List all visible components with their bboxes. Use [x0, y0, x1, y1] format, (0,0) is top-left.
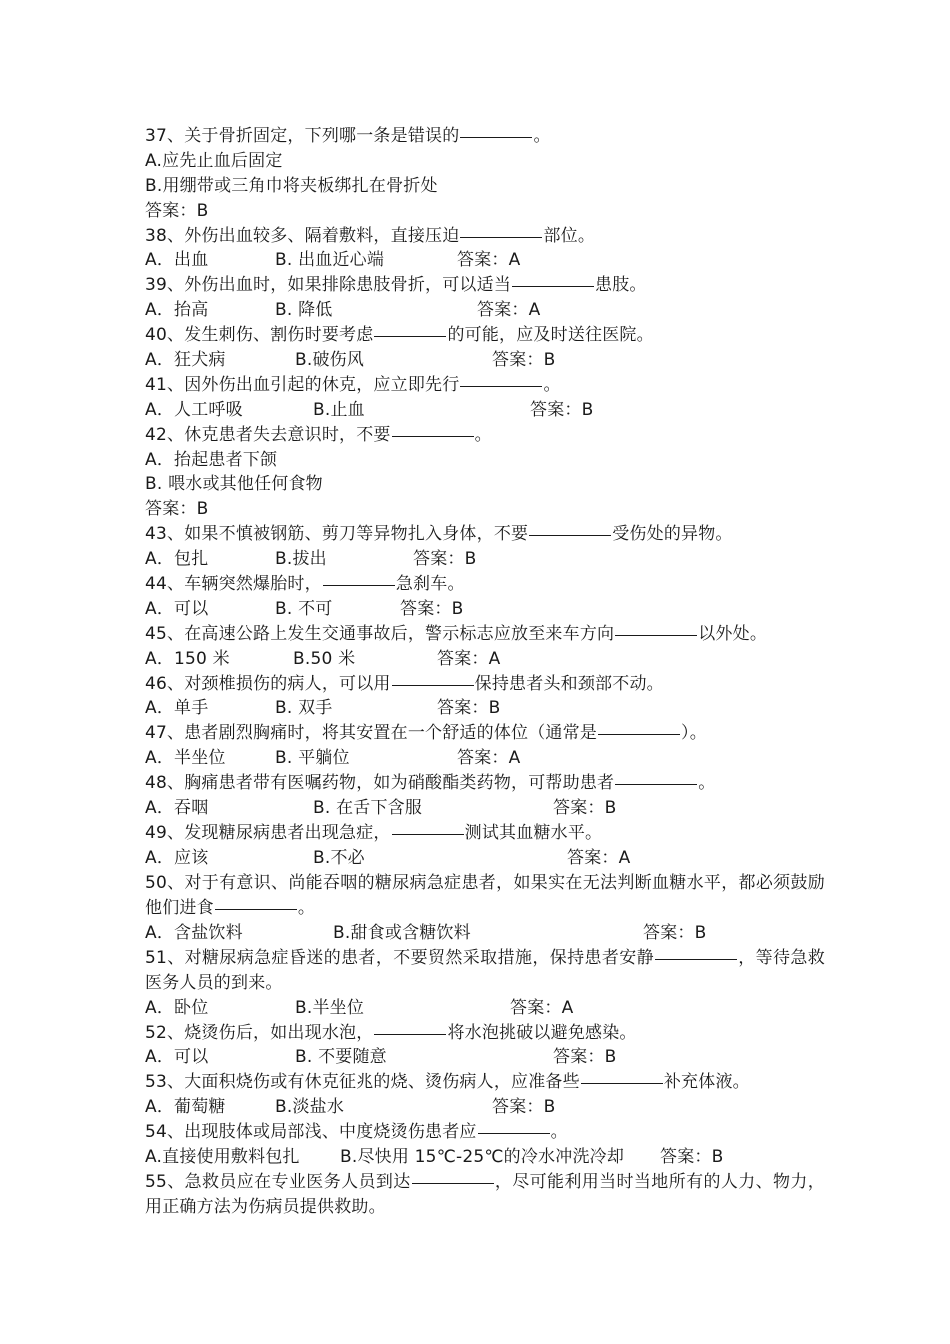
answer-label: 答案：A	[457, 250, 521, 271]
question-line	[145, 224, 825, 249]
question-line	[145, 721, 825, 746]
option-a: A．出血	[145, 250, 209, 271]
text-line: 答案：B	[145, 200, 209, 221]
option-a: A．人工呼吸	[145, 399, 243, 420]
option-b: B.尽快用 15℃-25℃的冷水冲洗冷却	[340, 1146, 625, 1167]
option-a: A．吞咽	[145, 798, 209, 819]
option-a: A．单手	[145, 698, 209, 719]
question-suffix: 的可能，应及时送往医院。	[447, 325, 654, 346]
option-a: A.直接使用敷料包扎	[145, 1146, 300, 1167]
answer-label: 答案：A	[477, 300, 541, 321]
option-a: A．应该	[145, 847, 209, 868]
answer-label: 答案：B	[660, 1146, 724, 1167]
answer-blank	[374, 335, 446, 337]
question-line	[145, 423, 825, 448]
answer-label: 答案：B	[413, 549, 477, 570]
question-line	[145, 1021, 825, 1046]
question-text: 50、对于有意识、尚能吞咽的糖尿病急症患者，如果实在无法判断血糖水平，都必须鼓励他们进食	[145, 872, 825, 918]
question-suffix: 。	[543, 374, 561, 395]
option-a: A．可以	[145, 1047, 209, 1068]
option-b: B. 不要随意	[295, 1047, 387, 1068]
answer-blank	[460, 136, 532, 138]
answer-blank	[323, 584, 395, 586]
answer-label: 答案：B	[492, 350, 556, 371]
options-line	[145, 846, 825, 871]
question-text: 52、烧烫伤后，如出现水泡，	[145, 1022, 374, 1043]
question-suffix: 。	[297, 897, 316, 918]
answer-blank	[615, 634, 697, 636]
answer-blank	[529, 534, 611, 536]
answer-label: 答案：A	[437, 648, 501, 669]
question-suffix: 。	[550, 1122, 568, 1143]
question-text: 49、发现糖尿病患者出现急症，	[145, 822, 391, 843]
answer-label: 答案：B	[643, 922, 707, 943]
question-suffix: ，尽可能利用当时当地所有的人力、物力，用正确方法为伤病员提供救助。	[145, 1171, 825, 1217]
question-suffix: 。	[533, 126, 551, 146]
question-line	[145, 1070, 825, 1095]
answer-label: 答案：A	[510, 997, 574, 1018]
question-text: 45、在高速公路上发生交通事故后，警示标志应放至来车方向	[145, 623, 615, 644]
option-a: A．葡萄糖	[145, 1097, 226, 1118]
answer-label: 答案：B	[400, 598, 464, 619]
question-text: 39、外伤出血时，如果排除患肢骨折，可以适当	[145, 275, 512, 296]
text-line: B. 喂水或其他任何食物	[145, 474, 323, 495]
answer-blank	[215, 908, 297, 910]
question-line	[145, 124, 825, 149]
question-list	[145, 124, 825, 1220]
text-line: A．抬起患者下颌	[145, 449, 278, 470]
options-line	[145, 647, 825, 672]
option-a: A．含盐饮料	[145, 922, 243, 943]
answer-blank	[655, 958, 737, 960]
option-a: A．150 米	[145, 648, 230, 669]
question-line	[145, 373, 825, 398]
options-line	[145, 746, 825, 771]
option-b: B.拔出	[275, 549, 327, 570]
answer-blank	[512, 285, 594, 287]
question-text: 40、发生刺伤、割伤时要考虑	[145, 325, 374, 346]
answer-blank	[392, 833, 464, 835]
option-b: B.不必	[313, 847, 365, 868]
question-suffix: 急刹车。	[395, 574, 465, 595]
option-b: B.甜食或含糖饮料	[333, 922, 471, 943]
question-line	[145, 771, 825, 796]
question-text: 37、关于骨折固定，下列哪一条是错误的	[145, 126, 460, 146]
question-suffix: 。	[474, 424, 492, 445]
options-line	[145, 1045, 825, 1070]
answer-blank	[412, 1182, 494, 1184]
answer-label: 答案：A	[567, 847, 631, 868]
question-suffix: 将水泡挑破以避免感染。	[447, 1022, 637, 1043]
answer-label: 答案：A	[457, 748, 521, 769]
option-b: B. 在舌下含服	[313, 798, 423, 819]
question-line	[145, 672, 825, 697]
text-line: 答案：B	[145, 499, 209, 520]
option-b: B.止血	[313, 399, 365, 420]
question-line	[145, 946, 825, 996]
question-suffix: 测试其血糖水平。	[464, 822, 603, 843]
option-a: A．包扎	[145, 549, 209, 570]
option-b: B. 降低	[275, 300, 333, 321]
answer-label: 答案：B	[437, 698, 501, 719]
question-text: 54、出现肢体或局部浅、中度烧烫伤患者应	[145, 1122, 477, 1143]
question-text: 38、外伤出血较多、隔着敷料，直接压迫	[145, 225, 460, 246]
option-b: B.50 米	[293, 648, 356, 669]
option-a: A．半坐位	[145, 748, 226, 769]
question-suffix: 保持患者头和颈部不动。	[474, 673, 664, 694]
question-suffix: 患肢。	[595, 275, 647, 296]
answer-label: 答案：B	[492, 1097, 556, 1118]
question-text: 53、大面积烧伤或有休克征兆的烧、烫伤病人，应准备些	[145, 1072, 580, 1093]
question-suffix: ，等待急救医务人员的到来。	[145, 947, 825, 993]
answer-blank	[615, 783, 697, 785]
answer-label: 答案：B	[553, 1047, 617, 1068]
options-line	[145, 921, 825, 946]
options-line	[145, 996, 825, 1021]
option-a: A．抬高	[145, 300, 209, 321]
option-a: A．可以	[145, 598, 209, 619]
option-a: A．卧位	[145, 997, 209, 1018]
answer-blank	[392, 684, 474, 686]
options-line	[145, 298, 825, 323]
answer-blank	[581, 1082, 663, 1084]
text-line: B.用绷带或三角巾将夹板绑扎在骨折处	[145, 175, 438, 196]
answer-blank	[392, 435, 474, 437]
option-b: B.半坐位	[295, 997, 365, 1018]
options-line	[145, 1095, 825, 1120]
question-suffix: 部位。	[543, 225, 596, 246]
question-text: 51、对糖尿病急症昏迷的患者，不要贸然采取措施，保持患者安静	[145, 947, 655, 968]
question-line	[145, 1120, 825, 1145]
question-text: 41、因外伤出血引起的休克，应立即先行	[145, 374, 460, 395]
question-line	[145, 821, 825, 846]
options-line	[145, 547, 825, 572]
answer-label: 答案：B	[530, 399, 594, 420]
answer-blank	[460, 385, 542, 387]
question-text: 43、如果不慎被钢筋、剪刀等异物扎入身体，不要	[145, 524, 529, 545]
question-text: 47、患者剧烈胸痛时，将其安置在一个舒适的体位（通常是	[145, 723, 598, 744]
question-line	[145, 871, 825, 921]
option-b: B.破伤风	[295, 350, 365, 371]
answer-label: 答案：B	[553, 798, 617, 819]
options-line	[145, 796, 825, 821]
question-line	[145, 1170, 825, 1220]
options-line	[145, 1145, 825, 1170]
option-b: B. 双手	[275, 698, 333, 719]
question-text: 42、休克患者失去意识时，不要	[145, 424, 391, 445]
options-line	[145, 348, 825, 373]
question-text: 44、车辆突然爆胎时，	[145, 574, 322, 595]
options-line	[145, 597, 825, 622]
question-line	[145, 572, 825, 597]
answer-blank	[598, 733, 680, 735]
option-b: B. 不可	[275, 598, 333, 619]
answer-blank	[374, 1033, 446, 1035]
question-suffix: ）。	[681, 723, 707, 744]
question-suffix: 受伤处的异物。	[612, 524, 733, 545]
question-line	[145, 273, 825, 298]
question-suffix: 以外处。	[698, 623, 768, 644]
question-suffix: 补充体液。	[663, 1072, 750, 1093]
option-a: A．狂犬病	[145, 350, 226, 371]
answer-blank	[460, 236, 542, 238]
option-b: B. 出血近心端	[275, 250, 385, 271]
question-text: 48、胸痛患者带有医嘱药物，如为硝酸酯类药物，可帮助患者	[145, 773, 615, 794]
option-b: B. 平躺位	[275, 748, 350, 769]
question-text: 55、急救员应在专业医务人员到达	[145, 1171, 411, 1192]
options-line	[145, 248, 825, 273]
text-line: A.应先止血后固定	[145, 150, 283, 171]
question-text: 46、对颈椎损伤的病人，可以用	[145, 673, 391, 694]
option-b: B.淡盐水	[275, 1097, 345, 1118]
question-line	[145, 622, 825, 647]
question-line	[145, 522, 825, 547]
question-suffix: 。	[698, 773, 716, 794]
question-line	[145, 323, 825, 348]
options-line	[145, 696, 825, 721]
answer-blank	[478, 1132, 550, 1134]
options-line	[145, 398, 825, 423]
